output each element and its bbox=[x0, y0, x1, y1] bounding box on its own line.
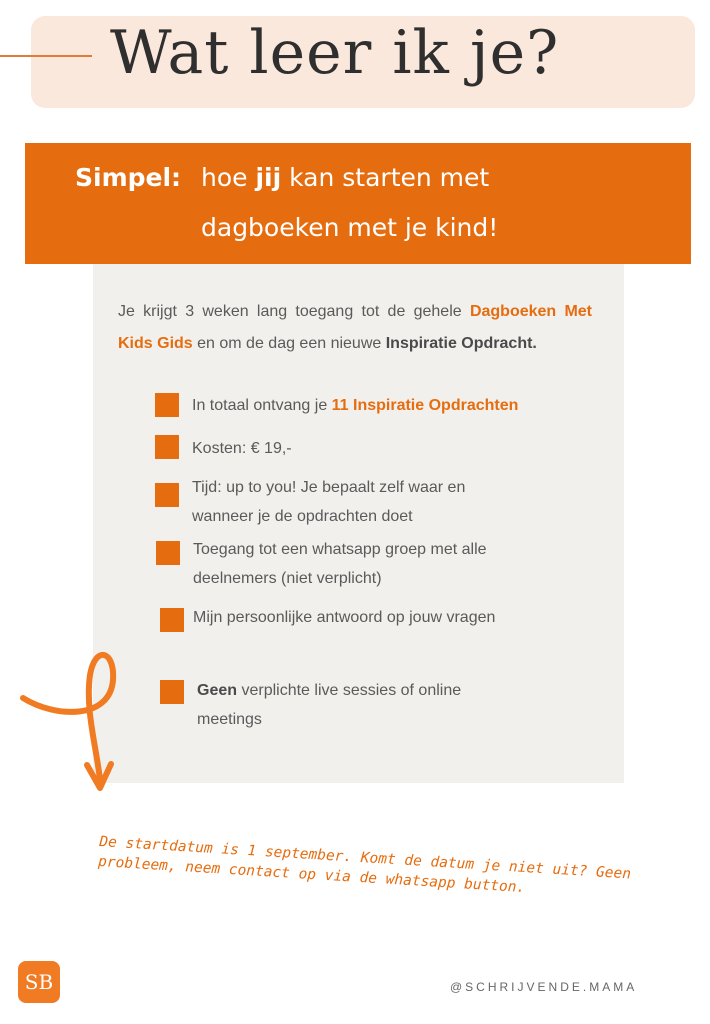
bullet-square-icon bbox=[155, 435, 179, 459]
start-date-note: De startdatum is 1 september. Komt de datum je niet uit? Geen probleem, neem contact op via de whatsapp button. bbox=[97, 833, 632, 897]
social-handle: @SCHRIJVENDE.MAMA bbox=[450, 980, 638, 994]
brand-logo: SB bbox=[18, 961, 60, 1003]
intro-paragraph: Je krijgt 3 weken lang toegang tot de gehele Dagboeken Met Kids Gids en om de dag een nieuwe Inspiratie Opdracht. bbox=[118, 303, 592, 352]
bullet-square-icon bbox=[155, 393, 179, 417]
bullet-square-icon bbox=[155, 483, 179, 507]
page-title: Wat leer ik je? bbox=[110, 18, 560, 88]
bullet-square-icon bbox=[160, 680, 184, 704]
curly-arrow-icon bbox=[15, 640, 135, 800]
title-accent-line bbox=[0, 55, 92, 57]
bullet-square-icon bbox=[156, 541, 180, 565]
bullet-square-icon bbox=[160, 608, 184, 632]
headline-banner bbox=[25, 143, 691, 264]
banner-label: Simpel: bbox=[75, 163, 182, 192]
banner-line-1: hoe jij kan starten met bbox=[201, 163, 490, 192]
banner-line-2: dagboeken met je kind! bbox=[201, 213, 499, 242]
